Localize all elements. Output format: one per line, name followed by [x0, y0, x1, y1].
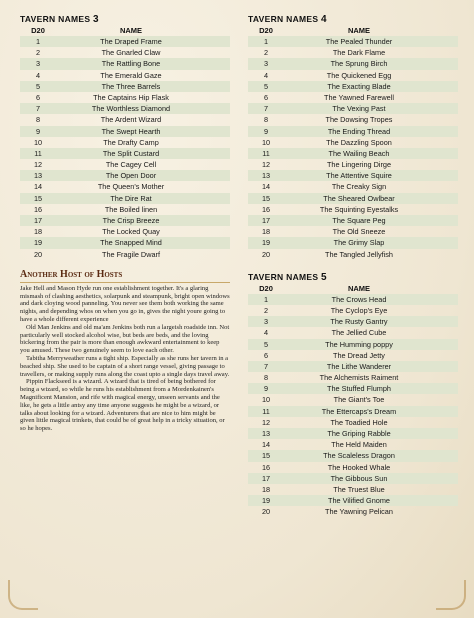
tavern-name: The Ardent Wizard [100, 115, 162, 125]
roll-number: 16 [261, 462, 271, 472]
tavern-name: The Attentive Squire [326, 171, 392, 181]
tavern-name: The Giant's Toe [333, 395, 385, 405]
roll-number: 15 [261, 193, 271, 203]
tavern-name: The Grimy Slap [333, 238, 385, 248]
tavern-name: The Creaky Sign [331, 182, 387, 192]
table-header [248, 26, 458, 36]
roll-number: 20 [33, 249, 43, 259]
tavern-name: The Cagey Cell [105, 160, 157, 170]
roll-number: 9 [35, 126, 41, 136]
roll-number: 1 [263, 37, 269, 46]
roll-number: 3 [35, 59, 41, 69]
tavern-name: The Sheared Owlbear [323, 193, 395, 203]
table-row [248, 81, 458, 92]
table-row [248, 327, 458, 338]
roll-number: 8 [263, 373, 269, 383]
tavern-name: The Ettercaps's Dream [321, 406, 397, 416]
roll-number: 4 [263, 70, 269, 80]
table-row [20, 137, 230, 148]
tavern-name: The Lingering Dirge [326, 160, 392, 170]
tavern-name: The Old Sneeze [332, 227, 386, 237]
table-row [248, 462, 458, 473]
tavern-name: The Quickened Egg [326, 70, 392, 80]
roll-number: 14 [261, 440, 271, 450]
tavern-name: The Crows Head [331, 294, 387, 304]
roll-number: 11 [262, 406, 270, 416]
tavern-name: The Cyclop's Eye [330, 305, 388, 315]
roll-number: 2 [263, 48, 269, 58]
table-row [248, 92, 458, 103]
tavern-name: The Exacting Blade [327, 81, 391, 91]
roll-number: 11 [34, 148, 42, 158]
table-row [248, 47, 458, 58]
roll-number: 17 [33, 216, 43, 225]
table-row [248, 450, 458, 461]
page-corner-ornament-left [8, 580, 38, 610]
table-row [248, 316, 458, 327]
roll-number: 4 [35, 70, 41, 80]
roll-number: 1 [35, 37, 41, 46]
table-row [248, 215, 458, 226]
tavern-name: The Scaleless Dragon [323, 451, 395, 461]
table-row [248, 181, 458, 192]
roll-number: 9 [263, 384, 269, 394]
table-row [20, 58, 230, 69]
table-title-number: 4 [321, 14, 327, 25]
tavern-names-5-table [248, 284, 458, 518]
header-d20: D20 [259, 283, 273, 293]
table-title-text: TAVERN NAMES [20, 14, 91, 24]
section-heading: Another Host of Hosts [20, 268, 230, 283]
roll-number: 17 [261, 473, 271, 483]
roll-number: 13 [33, 171, 43, 181]
table-row [248, 428, 458, 439]
table-row [20, 47, 230, 58]
roll-number: 3 [263, 317, 269, 327]
table-row [248, 383, 458, 394]
table-row [248, 204, 458, 215]
tavern-name: The Toadied Hole [330, 417, 388, 427]
table-row [248, 103, 458, 114]
roll-number: 8 [263, 115, 269, 125]
table-row [20, 148, 230, 159]
table-title-tavern-names-3 [20, 14, 230, 25]
table-title-number: 3 [93, 14, 99, 25]
table-row [20, 114, 230, 125]
roll-number: 5 [35, 81, 41, 91]
table-row [20, 126, 230, 137]
left-column [20, 14, 230, 433]
tavern-name: The Wailing Beach [328, 148, 390, 158]
roll-number: 18 [261, 484, 271, 494]
tavern-name: The Gnarled Claw [101, 48, 161, 58]
tavern-name: The Hooked Whale [327, 462, 391, 472]
roll-number: 5 [263, 81, 269, 91]
tavern-name: The Three Barrels [101, 81, 161, 91]
table-row [248, 148, 458, 159]
roll-number: 17 [261, 216, 271, 225]
roll-number: 10 [261, 137, 271, 147]
roll-number: 19 [261, 496, 271, 506]
tavern-name: The Locked Quay [102, 227, 160, 237]
roll-number: 18 [33, 227, 43, 237]
tavern-name: The Sprung Birch [330, 59, 388, 69]
tavern-name: The Queen's Mother [97, 182, 165, 192]
table-row [248, 484, 458, 495]
table-row [20, 249, 230, 260]
roll-number: 19 [33, 238, 43, 248]
table-row [248, 226, 458, 237]
table-row [20, 226, 230, 237]
tavern-name: The Yawned Farewell [324, 92, 394, 102]
tavern-name: The Captains Hip Flask [93, 92, 169, 102]
roll-number: 2 [35, 48, 41, 58]
tavern-name: The Snapped Mind [100, 238, 162, 248]
roll-number: 15 [261, 451, 271, 461]
table-row [248, 237, 458, 248]
tavern-name: The Ending Thread [327, 126, 391, 136]
roll-number: 10 [33, 137, 43, 147]
table-row [20, 193, 230, 204]
tavern-name: The Dazzling Spoon [326, 137, 392, 147]
table-header [248, 284, 458, 294]
tavern-name: The Dowsing Tropes [325, 115, 393, 125]
table-row [248, 372, 458, 383]
tavern-name: The Vilified Gnome [328, 496, 390, 506]
tavern-name: The Crisp Breeze [102, 216, 160, 225]
table-title-tavern-names-5 [248, 272, 458, 283]
header-d20: D20 [31, 26, 45, 35]
tavern-name: The Dire Rat [110, 193, 152, 203]
table-row [248, 305, 458, 316]
tavern-name: The Stuffed Flumph [327, 384, 391, 394]
tavern-name: The Vexing Past [332, 104, 386, 114]
table-row [248, 36, 458, 47]
tavern-name: The Emerald Gaze [100, 70, 162, 80]
table-row [248, 350, 458, 361]
tavern-name: The Draped Frame [100, 37, 162, 46]
table-row [248, 137, 458, 148]
table-row [248, 126, 458, 137]
tavern-name: The Griping Rabble [327, 429, 391, 438]
roll-number: 2 [263, 305, 269, 315]
tavern-name: The Lithe Wanderer [326, 361, 392, 371]
table-row [20, 70, 230, 81]
tavern-name: The Pealed Thunder [325, 37, 393, 46]
roll-number: 10 [261, 395, 271, 405]
table-header [20, 26, 230, 36]
table-row [20, 204, 230, 215]
tavern-names-3-table [20, 26, 230, 260]
roll-number: 8 [35, 115, 41, 125]
tavern-name: The Humming poppy [325, 339, 393, 349]
roll-number: 15 [33, 193, 43, 203]
table-row [20, 92, 230, 103]
tavern-name: The Boiled linen [104, 204, 158, 214]
tavern-name: The Rattling Bone [101, 59, 161, 69]
roll-number: 7 [263, 104, 269, 114]
table-row [248, 159, 458, 170]
roll-number: 6 [35, 92, 41, 102]
roll-number: 3 [263, 59, 269, 69]
header-d20: D20 [259, 26, 273, 35]
tavern-name: The Held Maiden [331, 440, 387, 450]
roll-number: 20 [261, 507, 271, 517]
tavern-name: The Rusty Gantry [330, 317, 388, 327]
roll-number: 18 [261, 227, 271, 237]
page-corner-ornament-right [436, 580, 466, 610]
roll-number: 16 [261, 204, 271, 214]
tavern-name: The Square Peg [332, 216, 386, 225]
table-row [248, 339, 458, 350]
tavern-name: The Alchemists Raiment [319, 373, 399, 383]
roll-number: 5 [263, 339, 269, 349]
table-row [248, 495, 458, 506]
tavern-name: The Squinting Eyestalks [319, 204, 399, 214]
roll-number: 1 [263, 294, 269, 304]
tavern-name: The Jellied Cube [331, 328, 387, 338]
table-row [248, 249, 458, 260]
table-title-number: 5 [321, 271, 327, 283]
roll-number: 14 [33, 182, 43, 192]
table-row [20, 81, 230, 92]
table-row [248, 114, 458, 125]
tavern-names-4-table [248, 26, 458, 260]
table-row [248, 439, 458, 450]
roll-number: 4 [263, 328, 269, 338]
table-row [248, 58, 458, 69]
roll-number: 9 [263, 126, 269, 136]
roll-number: 11 [262, 148, 270, 158]
roll-number: 12 [261, 160, 271, 170]
tavern-name: The Fragile Dwarf [102, 249, 160, 259]
table-row [20, 181, 230, 192]
paragraph-2: Old Man Jenkins and old ma'am Jenkins both run a largeish roadside inn. Not particularly well stocked alcohol wise, but beds are beds, and the loving bickering from the pair is more than enough awkward entertainment to keep you amused. These two genuinely seem to love each other. [20, 323, 230, 355]
roll-number: 7 [35, 104, 41, 114]
table-row [248, 361, 458, 372]
table-row [20, 159, 230, 170]
table-row [248, 193, 458, 204]
table-row [248, 417, 458, 428]
tavern-name: The Swept Hearth [101, 126, 161, 136]
roll-number: 6 [263, 92, 269, 102]
header-name: NAME [119, 26, 143, 35]
table-row [20, 215, 230, 226]
table-row [248, 70, 458, 81]
table-row [248, 170, 458, 181]
tavern-name: The Dark Flame [332, 48, 386, 58]
tavern-name: The Drafty Camp [103, 137, 159, 147]
table-row [248, 394, 458, 405]
roll-number: 16 [33, 204, 43, 214]
paragraph-3: Tabitha Merryweather runs a tight ship. Especially as she runs her tavern in a beached ship. She used to be captain of a short range vessel, giving passage to travellers, or making supply runs along the coast upto a single days travel away. [20, 354, 230, 378]
tavern-name: The Worthless Diamond [91, 104, 171, 114]
roll-number: 19 [261, 238, 271, 248]
tavern-name: The Yawning Pelican [325, 507, 393, 517]
paragraph-4: Pippin Flackseed is a wizard. A wizard that is tired of being bothered for being a wizard, so while he runs his establishment from a Mordenkainen's Magnificent Mansion, and rife with magical energy, unseen servants and the like, he gets a little antsy any time anyone suggests he might be a wizard, or talks about looking for a wizard. Adventurers that are nice to him might be given little magical trinkets, that could be of great help in a tricky situation, or so he hopes. [20, 378, 225, 433]
roll-number: 12 [33, 160, 43, 170]
header-name: NAME [347, 283, 371, 293]
table-title-tavern-names-4 [248, 14, 458, 25]
table-row [248, 406, 458, 417]
roll-number: 7 [263, 361, 269, 371]
table-row [248, 294, 458, 305]
table-row [20, 36, 230, 47]
roll-number: 14 [261, 182, 271, 192]
header-name: NAME [347, 26, 371, 35]
table-title-text: TAVERN NAMES [248, 271, 319, 282]
roll-number: 20 [261, 249, 271, 259]
tavern-name: The Split Custard [102, 148, 160, 158]
table-row [20, 170, 230, 181]
tavern-name: The Open Door [105, 171, 157, 181]
table-row [20, 237, 230, 248]
tavern-name: The Dread Jetty [333, 350, 385, 360]
table-row [248, 473, 458, 484]
tavern-name: The Gibbous Sun [330, 473, 388, 483]
paragraph-1: Jake Hell and Mason Hyde run one establishment together. It's a glaring mismash of clashing aesthetics, solarpunk and steampunk, bright open windows and dark cloying wood panneling. You never see them both working the same nights, and depending whos on when you go in, gives the night youre going to have a whole different experience [20, 284, 230, 323]
roll-number: 6 [263, 350, 269, 360]
right-column [248, 14, 458, 518]
roll-number: 12 [261, 417, 271, 427]
table-row [20, 103, 230, 114]
tavern-name: The Tangled Jellyfish [324, 249, 393, 259]
tavern-name: The Truest Blue [333, 484, 385, 494]
table-title-text: TAVERN NAMES [248, 14, 319, 24]
roll-number: 13 [261, 171, 271, 181]
roll-number: 13 [261, 429, 271, 438]
table-row [248, 506, 458, 517]
